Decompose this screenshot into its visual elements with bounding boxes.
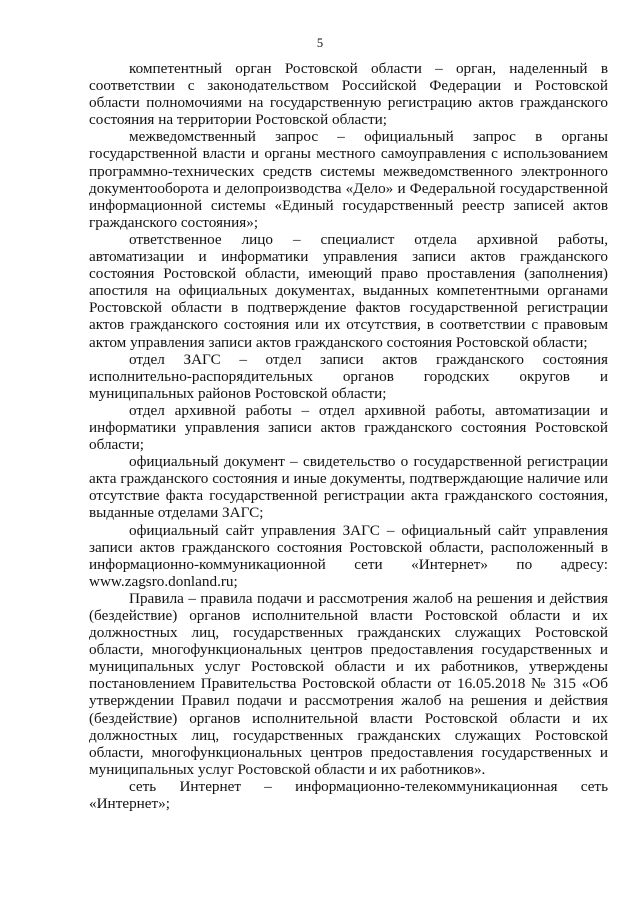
definition-paragraph: официальный документ – свидетельство о государственной регистрации акта гражданского состояния и иные документы, подтверждающие наличие или отсутствие факта государственной регистрации акта гражданского состояния, выданные отделами ЗАГС; [89, 453, 608, 522]
definition-paragraph: официальный сайт управления ЗАГС – официальный сайт управления записи актов гражданского состояния Ростовской области, расположенный в информационно-коммуникационной сети «Интернет» по адресу: www.zagsro.donland.ru; [89, 521, 608, 590]
definition-paragraph: отдел архивной работы – отдел архивной работы, автоматизации и информатики управления записи актов гражданского состояния Ростовской области; [89, 401, 608, 454]
definition-paragraph: отдел ЗАГС – отдел записи актов гражданского состояния исполнительно-распорядительных органов городских округов и муниципальных районов Ростовской области; [89, 350, 608, 402]
definition-paragraph: межведомственный запрос – официальный запрос в органы государственной власти и органы местного самоуправления с использованием программно-технических средств системы межведомственного электронного документооборота и делопроизводства «Дело» и Федеральной государственной информационной системы «Единый государственный реестр записей актов гражданского состояния»; [89, 128, 608, 231]
definition-paragraph: компетентный орган Ростовской области – орган, наделенный в соответствии с законодательством Российской Федерации и Ростовской области полномочиями на государственную регистрацию актов гражданского состояния на территории Ростовской области; [89, 60, 608, 129]
definition-paragraph: ответственное лицо – специалист отдела архивной работы, автоматизации и информатики управления записи актов гражданского состояния Ростовской области, имеющий право проставления (заполнения) апостиля на официальных документах, выданных компетентными органами Ростовской области в подтверждение фактов государственной регистрации актов гражданского состояния или их отсутствия, в соответствии с правовым актом управления записи актов гражданского состояния Ростовской области; [89, 230, 608, 351]
definition-paragraph: Правила – правила подачи и рассмотрения жалоб на решения и действия (бездействие) органов исполнительной власти Ростовской области и их должностных лиц, государственных гражданских служащих Ростовской области, многофункциональных центров предоставления государственных и муниципальных услуг Ростовской области и их работников, утверждены постановлением Правительства Ростовской области от 16.05.2018 № 315 «Об утверждении Правил подачи и рассмотрения жалоб на решения и действия (бездействие) органов исполнительной власти Ростовской области и их должностных лиц, государственных гражданских служащих Ростовской области, многофункциональных центров предоставления государственных и муниципальных услуг Ростовской области и их работников». [89, 589, 608, 778]
page-number: 5 [316, 36, 324, 50]
document-body [89, 60, 608, 812]
definition-paragraph: сеть Интернет – информационно-телекоммуникационная сеть «Интернет»; [89, 777, 608, 813]
